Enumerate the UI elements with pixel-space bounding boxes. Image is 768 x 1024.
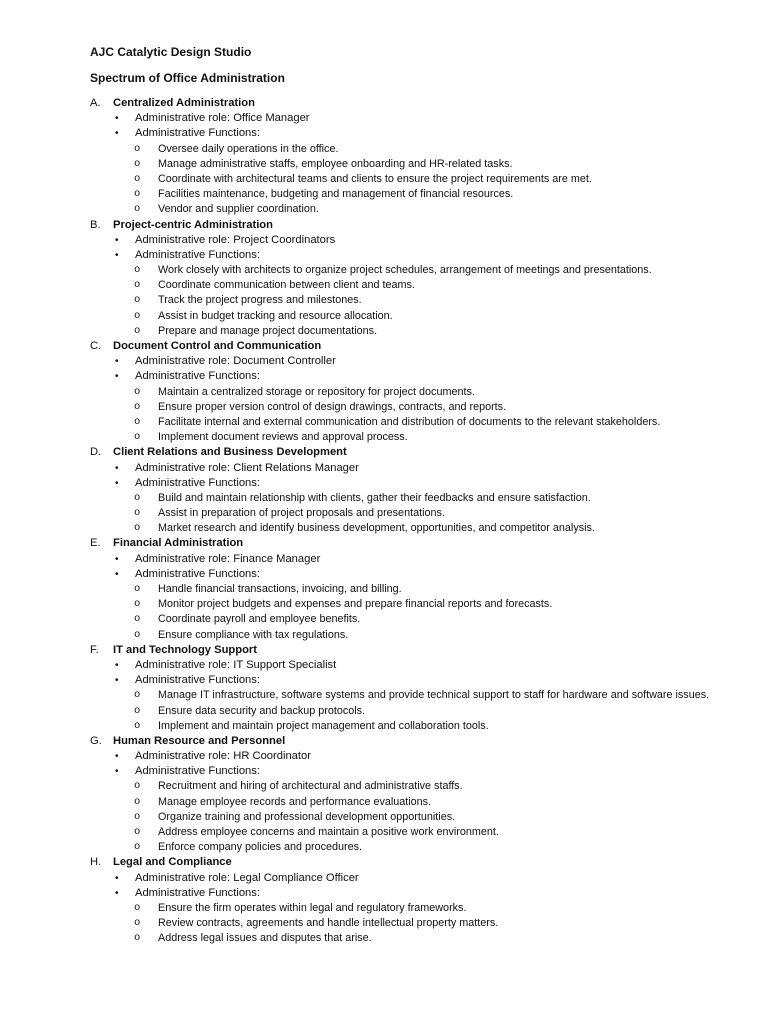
role-text: Administrative role: IT Support Specialist <box>135 658 337 671</box>
function-item <box>90 385 750 400</box>
document-subtitle: Spectrum of Office Administration <box>90 71 285 85</box>
sub-bullet-icon: o <box>134 264 141 277</box>
function-item <box>90 931 750 946</box>
bullet-icon: • <box>115 675 119 687</box>
function-item <box>90 400 750 415</box>
function-text: Assist in budget tracking and resource allocation. <box>158 309 393 322</box>
section-letter: F. <box>90 643 99 656</box>
bullet-icon: • <box>115 766 119 778</box>
section-e <box>90 536 750 642</box>
bullet-icon: • <box>115 356 119 368</box>
functions-item <box>90 673 750 688</box>
role-item <box>90 749 750 764</box>
function-text: Handle financial transactions, invoicing, and billing. <box>158 583 402 595</box>
section-letter: E. <box>90 537 101 550</box>
bullet-icon: • <box>115 234 119 246</box>
section-d <box>90 445 750 536</box>
function-item <box>90 597 750 612</box>
sub-bullet-icon: o <box>134 188 141 201</box>
functions-item <box>90 764 750 779</box>
function-text: Ensure proper version control of design drawings, contracts, and reports. <box>158 400 507 413</box>
functions-label: Administrative Functions: <box>135 567 260 580</box>
function-item <box>90 324 750 339</box>
role-item <box>90 111 750 126</box>
role-item <box>90 552 750 567</box>
section-title: Legal and Compliance <box>113 856 232 869</box>
functions-label: Administrative Functions: <box>135 765 260 778</box>
function-text: Coordinate with architectural teams and clients to ensure the project requirements are met. <box>158 172 592 185</box>
section-h <box>90 855 750 946</box>
sub-bullet-icon: o <box>134 826 141 838</box>
bullet-icon: • <box>115 887 119 899</box>
sub-bullet-icon: o <box>134 613 141 626</box>
section-title: Project-centric Administration <box>113 218 273 231</box>
function-item <box>90 172 750 187</box>
bullet-icon: • <box>115 872 119 884</box>
section-title: Human Resource and Personnel <box>113 734 286 747</box>
functions-label: Administrative Functions: <box>135 370 260 383</box>
section-heading <box>90 536 750 551</box>
section-title: IT and Technology Support <box>113 643 257 656</box>
sub-bullet-icon: o <box>134 522 141 535</box>
role-item <box>90 354 750 369</box>
sub-bullet-icon: o <box>134 689 141 702</box>
sub-bullet-icon: o <box>134 309 141 322</box>
function-text: Prepare and manage project documentations. <box>158 324 378 337</box>
sub-bullet-icon: o <box>134 901 141 914</box>
function-item <box>90 278 750 293</box>
sub-bullet-icon: o <box>134 431 141 444</box>
function-item <box>90 704 750 719</box>
sub-bullet-icon: o <box>134 157 141 170</box>
function-item <box>90 430 750 445</box>
function-text: Ensure compliance with tax regulations. <box>158 628 349 641</box>
function-item <box>90 688 750 703</box>
bullet-icon: • <box>115 477 119 489</box>
section-title: Client Relations and Business Development <box>113 446 347 459</box>
section-heading <box>90 643 750 658</box>
sub-bullet-icon: o <box>134 203 141 216</box>
function-text: Market research and identify business development, opportunities, and competitor analysis. <box>158 522 595 535</box>
bullet-icon: • <box>115 751 119 763</box>
section-heading <box>90 96 750 111</box>
function-item <box>90 916 750 931</box>
bullet-icon: • <box>115 249 119 261</box>
function-item <box>90 779 750 794</box>
bullet-icon: • <box>115 128 119 140</box>
sub-bullet-icon: o <box>134 932 141 945</box>
sub-bullet-icon: o <box>134 841 141 854</box>
function-text: Manage IT infrastructure, software systems and provide technical support to staff for hardware and software issues. <box>158 689 710 702</box>
function-text: Manage administrative staffs, employee onboarding and HR-related tasks. <box>158 157 513 170</box>
function-text: Ensure data security and backup protocols. <box>158 704 366 717</box>
function-text: Maintain a centralized storage or repository for project documents. <box>158 385 475 398</box>
section-letter: H. <box>90 856 102 869</box>
functions-item <box>90 886 750 901</box>
function-text: Facilities maintenance, budgeting and management of financial resources. <box>158 188 514 201</box>
function-text: Work closely with architects to organize project schedules, arrangement of meetings and presentations. <box>158 264 652 277</box>
section-heading <box>90 339 750 354</box>
role-item <box>90 233 750 248</box>
sub-bullet-icon: o <box>134 491 141 504</box>
section-title: Document Control and Communication <box>113 340 322 352</box>
sub-bullet-icon: o <box>134 780 141 793</box>
function-item <box>90 293 750 308</box>
sub-bullet-icon: o <box>134 385 141 398</box>
function-text: Recruitment and hiring of architectural and administrative staffs. <box>158 780 463 793</box>
function-item <box>90 415 750 430</box>
functions-label: Administrative Functions: <box>135 886 260 899</box>
document-title: AJC Catalytic Design Studio <box>90 45 252 59</box>
function-item <box>90 840 750 855</box>
function-item <box>90 795 750 810</box>
sub-bullet-icon: o <box>134 810 141 823</box>
sub-bullet-icon: o <box>134 400 141 413</box>
section-title: Centralized Administration <box>113 97 255 109</box>
bullet-icon: • <box>115 462 119 474</box>
function-text: Facilitate internal and external communication and distribution of documents to the relevant stakeholders. <box>158 415 661 428</box>
sub-bullet-icon: o <box>134 628 141 641</box>
section-heading <box>90 855 750 870</box>
functions-item <box>90 126 750 141</box>
section-a <box>90 96 750 218</box>
sections-list <box>90 96 750 947</box>
section-b <box>90 218 750 340</box>
section-g <box>90 734 750 856</box>
section-letter: B. <box>90 218 101 231</box>
functions-label: Administrative Functions: <box>135 127 260 140</box>
function-item <box>90 719 750 734</box>
function-text: Monitor project budgets and expenses and prepare financial reports and forecasts. <box>158 598 553 611</box>
role-text: Administrative role: Project Coordinators <box>135 233 336 246</box>
functions-item <box>90 369 750 384</box>
sub-bullet-icon: o <box>134 172 141 185</box>
function-text: Assist in preparation of project proposals and presentations. <box>158 507 445 520</box>
function-item <box>90 901 750 916</box>
sub-bullet-icon: o <box>134 142 141 155</box>
functions-item <box>90 476 750 491</box>
function-text: Vendor and supplier coordination. <box>158 203 319 216</box>
function-text: Build and maintain relationship with clients, gather their feedbacks and ensure satisfaction. <box>158 491 591 504</box>
function-item <box>90 612 750 627</box>
section-c <box>90 339 750 445</box>
role-text: Administrative role: Client Relations Manager <box>135 461 359 474</box>
sub-bullet-icon: o <box>134 583 141 595</box>
bullet-icon: • <box>115 553 119 565</box>
function-item <box>90 187 750 202</box>
function-item <box>90 825 750 840</box>
functions-label: Administrative Functions: <box>135 674 260 687</box>
function-item <box>90 263 750 278</box>
sub-bullet-icon: o <box>134 507 141 520</box>
section-letter: D. <box>90 446 102 459</box>
role-item <box>90 658 750 673</box>
function-item <box>90 582 750 597</box>
functions-item <box>90 248 750 263</box>
section-heading <box>90 734 750 749</box>
sub-bullet-icon: o <box>134 795 141 808</box>
sub-bullet-icon: o <box>134 719 141 732</box>
section-letter: A. <box>90 97 101 109</box>
function-item <box>90 142 750 157</box>
bullet-icon: • <box>115 113 119 125</box>
section-heading <box>90 218 750 233</box>
role-item <box>90 871 750 886</box>
function-item <box>90 491 750 506</box>
function-item <box>90 309 750 324</box>
sub-bullet-icon: o <box>134 704 141 717</box>
function-text: Coordinate payroll and employee benefits. <box>158 613 361 626</box>
sub-bullet-icon: o <box>134 917 141 930</box>
section-heading <box>90 445 750 460</box>
document-page <box>90 44 750 947</box>
function-item <box>90 628 750 643</box>
sub-bullet-icon: o <box>134 415 141 428</box>
role-text: Administrative role: Document Controller <box>135 355 336 368</box>
function-item <box>90 521 750 536</box>
function-text: Review contracts, agreements and handle intellectual property matters. <box>158 917 499 930</box>
role-item <box>90 461 750 476</box>
section-title: Financial Administration <box>113 537 244 550</box>
function-text: Address legal issues and disputes that arise. <box>158 932 372 945</box>
section-letter: G. <box>90 734 102 747</box>
role-text: Administrative role: Finance Manager <box>135 552 321 565</box>
bullet-icon: • <box>115 568 119 580</box>
function-text: Address employee concerns and maintain a positive work environment. <box>158 826 499 838</box>
function-text: Oversee daily operations in the office. <box>158 142 339 155</box>
role-text: Administrative role: Legal Compliance Officer <box>135 871 359 884</box>
function-text: Manage employee records and performance evaluations. <box>158 795 432 808</box>
sub-bullet-icon: o <box>134 294 141 307</box>
role-text: Administrative role: HR Coordinator <box>135 750 311 763</box>
sub-bullet-icon: o <box>134 598 141 611</box>
function-item <box>90 157 750 172</box>
section-letter: C. <box>90 340 102 352</box>
function-text: Organize training and professional development opportunities. <box>158 810 456 823</box>
function-text: Enforce company policies and procedures. <box>158 841 363 854</box>
bullet-icon: • <box>115 659 119 671</box>
sub-bullet-icon: o <box>134 279 141 292</box>
role-text: Administrative role: Office Manager <box>135 112 310 125</box>
function-text: Coordinate communication between client and teams. <box>158 279 415 292</box>
function-item <box>90 202 750 217</box>
function-item <box>90 506 750 521</box>
functions-label: Administrative Functions: <box>135 248 260 261</box>
function-text: Ensure the firm operates within legal and regulatory frameworks. <box>158 901 467 914</box>
functions-item <box>90 567 750 582</box>
function-text: Track the project progress and milestones. <box>158 294 362 307</box>
function-item <box>90 810 750 825</box>
section-f <box>90 643 750 734</box>
functions-label: Administrative Functions: <box>135 476 260 489</box>
bullet-icon: • <box>115 371 119 383</box>
function-text: Implement document reviews and approval process. <box>158 431 408 444</box>
function-text: Implement and maintain project management and collaboration tools. <box>158 719 489 732</box>
sub-bullet-icon: o <box>134 324 141 337</box>
